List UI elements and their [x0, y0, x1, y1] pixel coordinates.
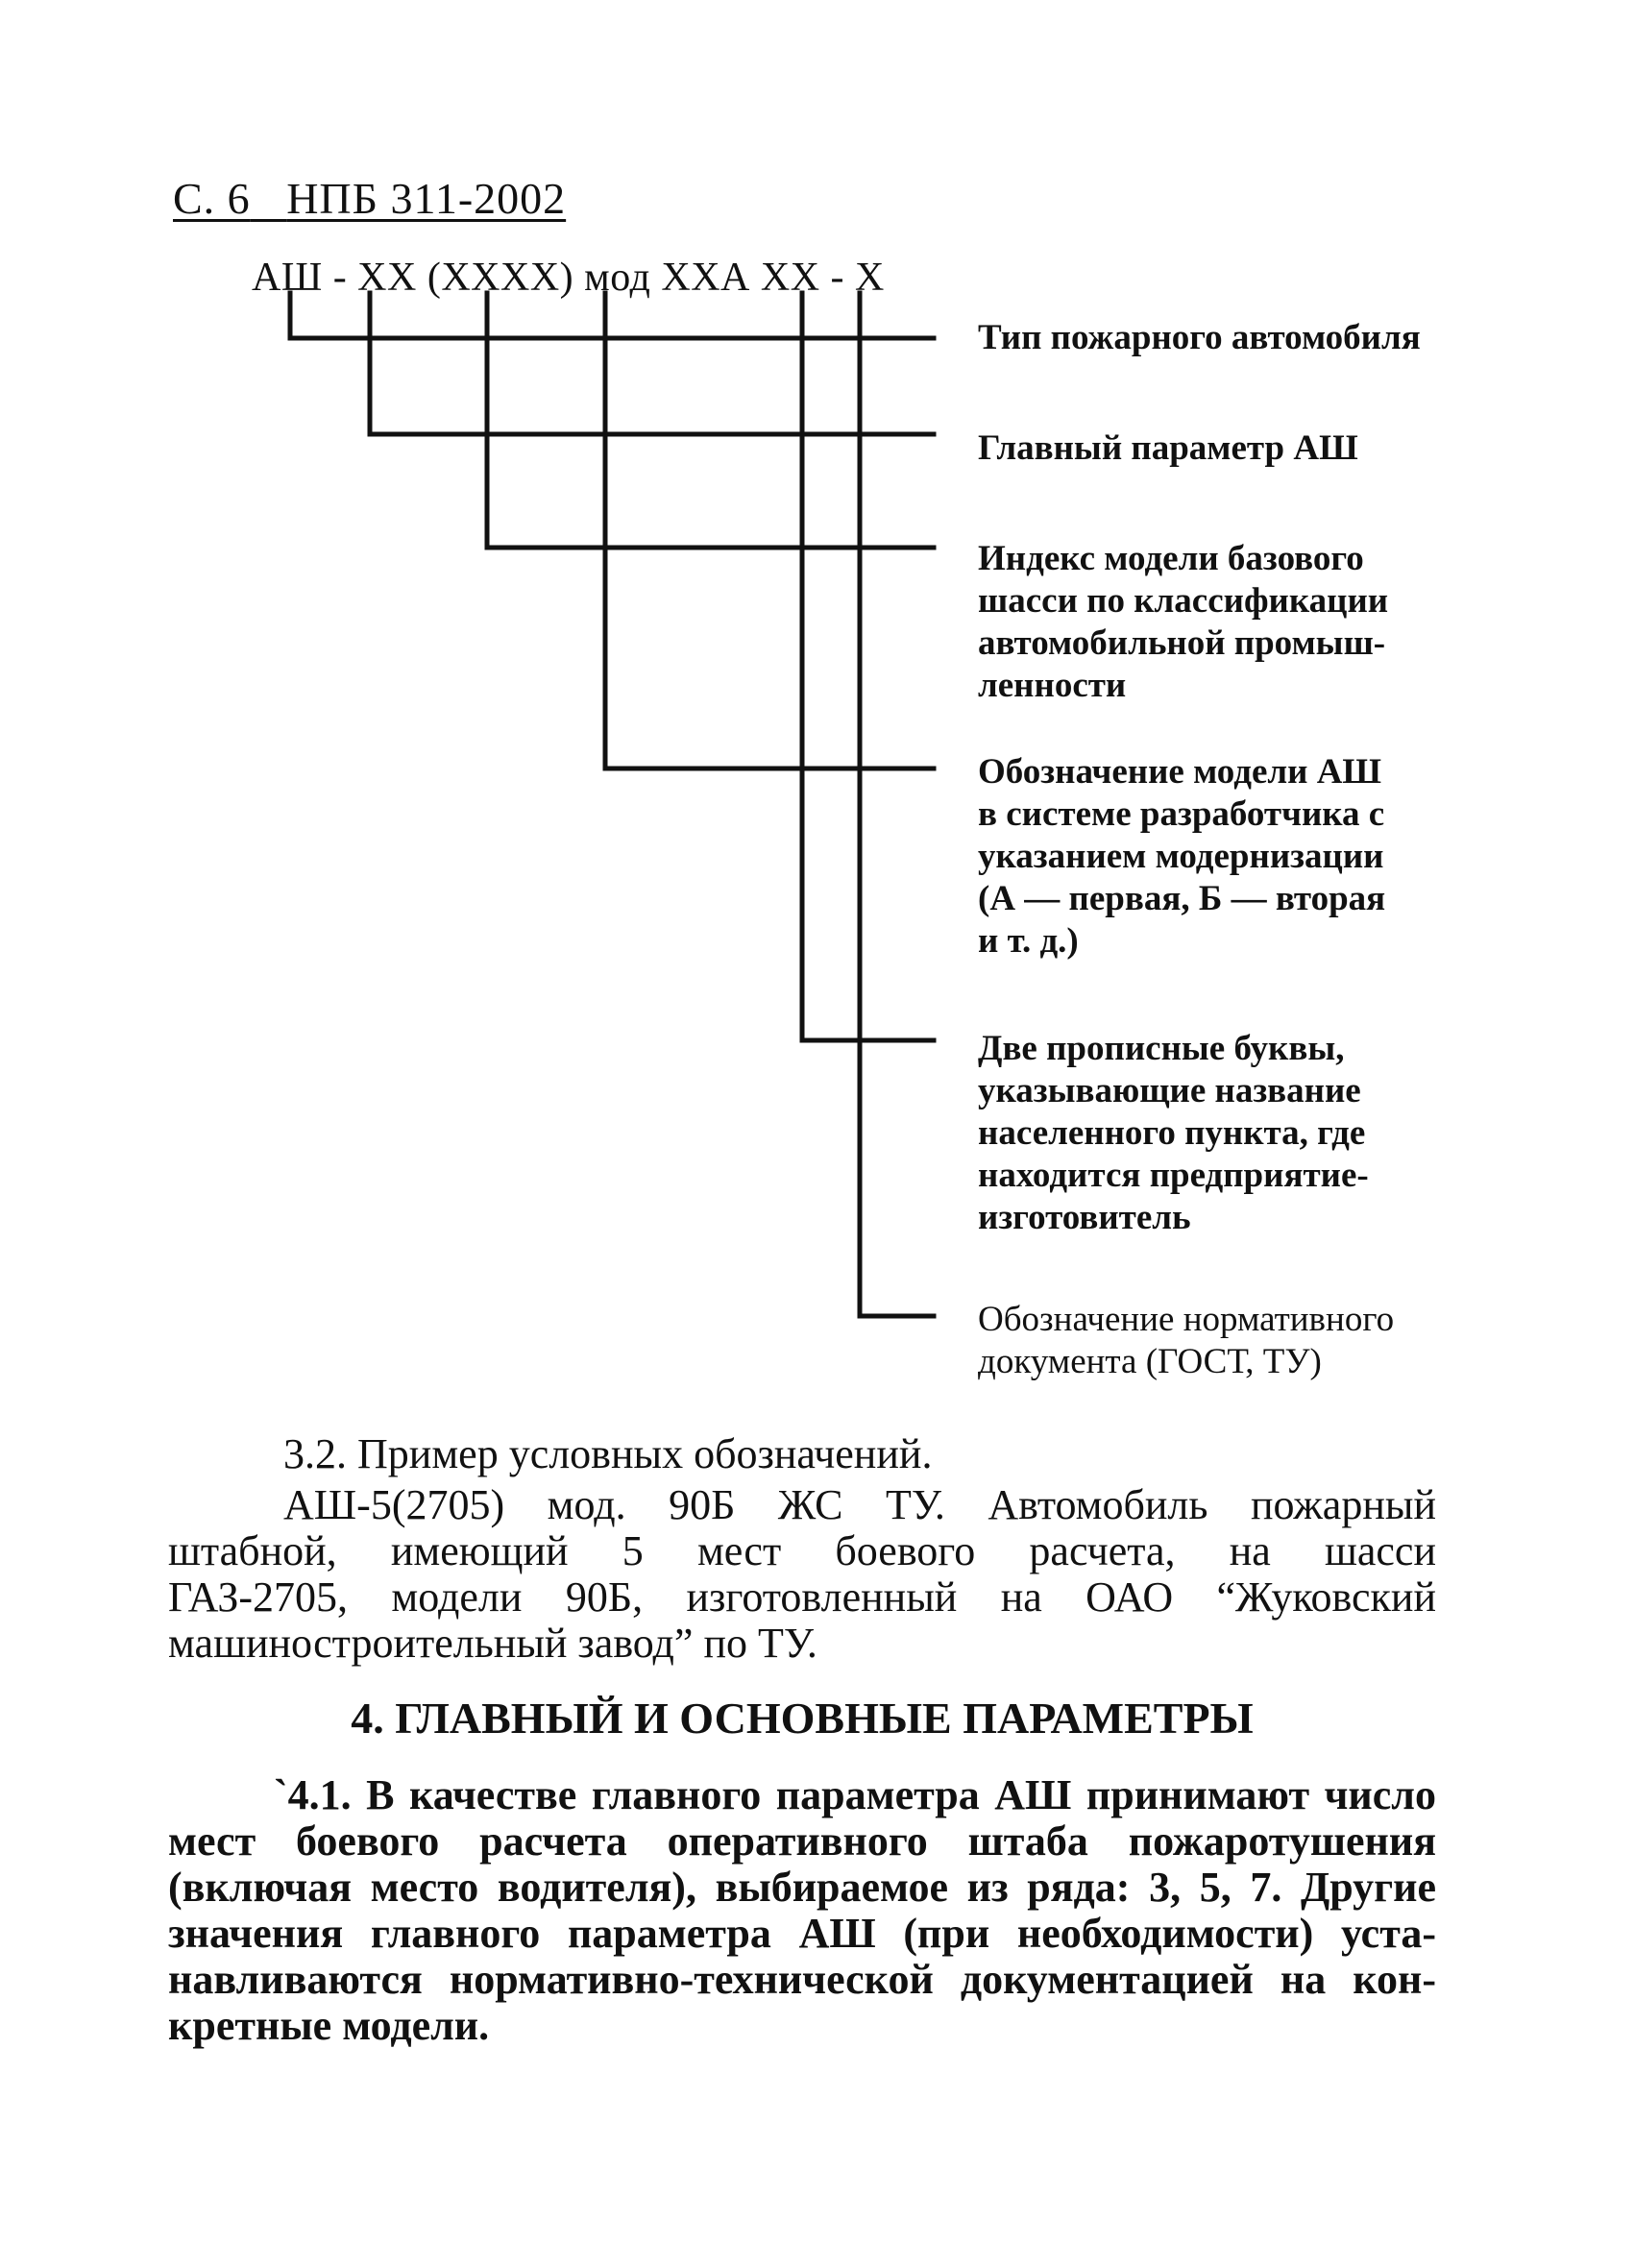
label-model-designation: Обозначение модели АШ в системе разработчика с указанием модернизации (А — первая, Б — вторая и т. д.)	[978, 752, 1386, 961]
example-designation: АШ-5(2705) мод. 90Б ЖС ТУ. Автомобиль пожарный штабной, имеющий 5 мест боевого расчета, на шасси ГАЗ-2705, модели 90Б, изготовленный на ОАО “Жуковский машиностроительный завод” по ТУ.	[168, 1481, 1436, 1667]
label-chassis-index: Индекс модели базового шасси по классификации автомобильной промыш- ленности	[978, 539, 1389, 705]
bracket-normative-doc	[860, 293, 934, 1316]
clause-3-2-heading: 3.2. Пример условных обозначений.	[283, 1430, 933, 1477]
designation-template: АШ - ХХ (ХХХХ) мод ХХА ХХ - Х	[252, 256, 885, 300]
page-number: С. 6	[173, 174, 251, 223]
bracket-model-designation	[605, 293, 934, 768]
bracket-type	[290, 293, 934, 338]
label-locality-letters: Две прописные буквы, указывающие название населенного пункта, где находится предприятие- изготовитель	[978, 1029, 1369, 1237]
label-fire-vehicle-type: Тип пожарного автомобиля	[978, 318, 1421, 357]
bracket-locality	[802, 293, 934, 1040]
label-normative-document: Обозначение нормативного документа (ГОСТ, ТУ)	[978, 1300, 1395, 1381]
clause-3-2	[168, 1431, 1436, 1477]
bracket-main-param	[370, 293, 934, 434]
document-code: НПБ 311-2002	[286, 174, 567, 223]
section-4-title: 4. ГЛАВНЫЙ И ОСНОВНЫЕ ПАРАМЕТРЫ	[351, 1694, 1254, 1743]
label-main-parameter: Главный параметр АШ	[978, 428, 1358, 468]
clause-4-1: `4.1. В качестве главного параметра АШ принимают число мест боевого расчета оперативного штаба пожаротушения (включая место водителя), выбираемое из ряда: 3, 5, 7. Другие значения главного параметра АШ (при необходимости) уста- навливаются нормативно-технической документацией на кон- кретные модели.	[168, 1771, 1436, 2049]
bracket-chassis-index	[487, 293, 934, 548]
